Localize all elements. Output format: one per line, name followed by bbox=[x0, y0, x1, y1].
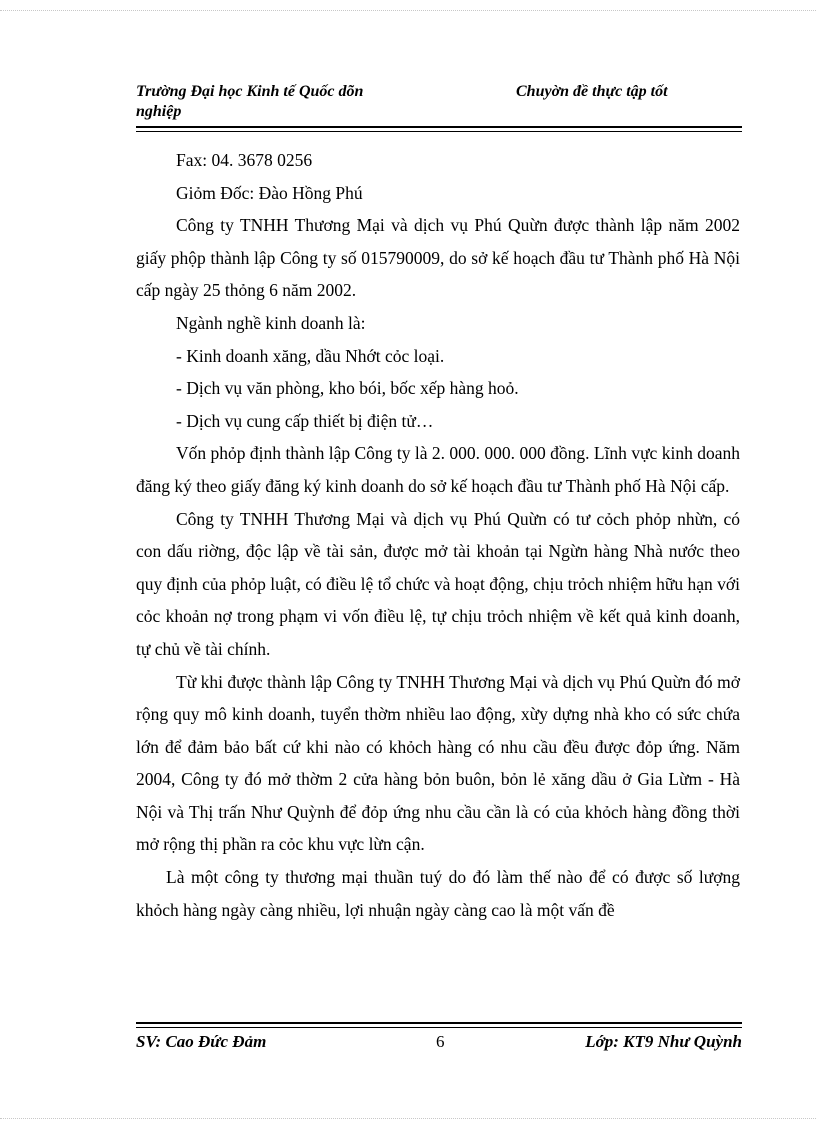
list-item-office: - Dịch vụ văn phòng, kho bói, bốc xếp hàng hoỏ. bbox=[176, 378, 519, 399]
header-title: Chuyờn đề thực tập tốt bbox=[516, 83, 668, 100]
paragraph-trading-company: Là một công ty thương mại thuần tuý do đó làm thế nào để có được số lượng khỏch hàng ngày càng nhiều, lợi nhuận ngày càng cao là một vấn đề bbox=[136, 867, 740, 920]
paragraph-establishment: Công ty TNHH Thương Mại và dịch vụ Phú Quừn được thành lập năm 2002 giấy phộp thành lập Công ty số 015790009, do sở kế hoạch đầu tư Thành phố Hà Nội cấp ngày 25 thỏng 6 năm 2002. bbox=[136, 215, 740, 301]
paragraph-legal-status: Công ty TNHH Thương Mại và dịch vụ Phú Quừn có tư cỏch phỏp nhừn, có con dấu riờng, độc lập về tài sản, được mở tài khoản tại Ngừn hàng Nhà nước theo quy định của phỏp luật, có điều lệ tổ chức và hoạt động, chịu trỏch nhiệm hữu hạn với cỏc khoản nợ trong phạm vi vốn điều lệ, tự chịu trỏch nhiệm về kết quả kinh doanh, tự chủ về tài chính. bbox=[136, 508, 740, 659]
page-footer bbox=[136, 1030, 742, 1054]
header-rule bbox=[136, 126, 742, 132]
header-school bbox=[136, 82, 436, 122]
header-school-cont: nghiệp bbox=[136, 103, 182, 120]
list-item-fuel: - Kinh doanh xăng, dầu Nhớt cỏc loại. bbox=[176, 345, 445, 366]
page-bottom-edge bbox=[0, 1118, 816, 1119]
paragraph-fax: Fax: 04. 3678 0256 bbox=[176, 150, 313, 170]
header-school-name: Trường Đại học Kinh tế Quốc dõn bbox=[136, 83, 364, 100]
page-number: 6 bbox=[436, 1032, 445, 1051]
paragraph-business-lines-intro: Ngành nghề kinh doanh là: bbox=[176, 312, 366, 333]
paragraph-director: Giỏm Đốc: Đào Hồng Phú bbox=[176, 182, 363, 203]
footer-class: Lớp: KT9 Như Quỳnh bbox=[585, 1032, 742, 1051]
footer-rule bbox=[136, 1022, 742, 1028]
list-item-electronics: - Dịch vụ cung cấp thiết bị điện tử… bbox=[176, 410, 434, 431]
paragraph-capital: Vốn phỏp định thành lập Công ty là 2. 000. 000. 000 đồng. Lĩnh vực kinh doanh đăng ký theo giấy đăng ký kinh doanh do sở kế hoạch đầu tư Thành phố Hà Nội cấp. bbox=[136, 443, 740, 496]
document-body bbox=[136, 144, 740, 926]
footer-student: SV: Cao Đức Đảm bbox=[136, 1032, 267, 1051]
page-top-edge bbox=[0, 10, 816, 11]
paragraph-expansion: Từ khi được thành lập Công ty TNHH Thương Mại và dịch vụ Phú Quừn đó mở rộng quy mô kinh doanh, tuyển thờm nhiều lao động, xừy dựng nhà kho có sức chứa lớn để đảm bảo bất cứ khi nào có khỏch hàng có nhu cầu đều được đỏp ứng. Năm 2004, Công ty đó mở thờm 2 cửa hàng bỏn buôn, bỏn lẻ xăng dầu ở Gia Lừm - Hà Nội và Thị trấn Như Quỳnh để đỏp ứng nhu cầu cần là có của khỏch hàng đồng thời mở rộng thị phần ra cỏc khu vực lừn cận. bbox=[136, 671, 740, 855]
